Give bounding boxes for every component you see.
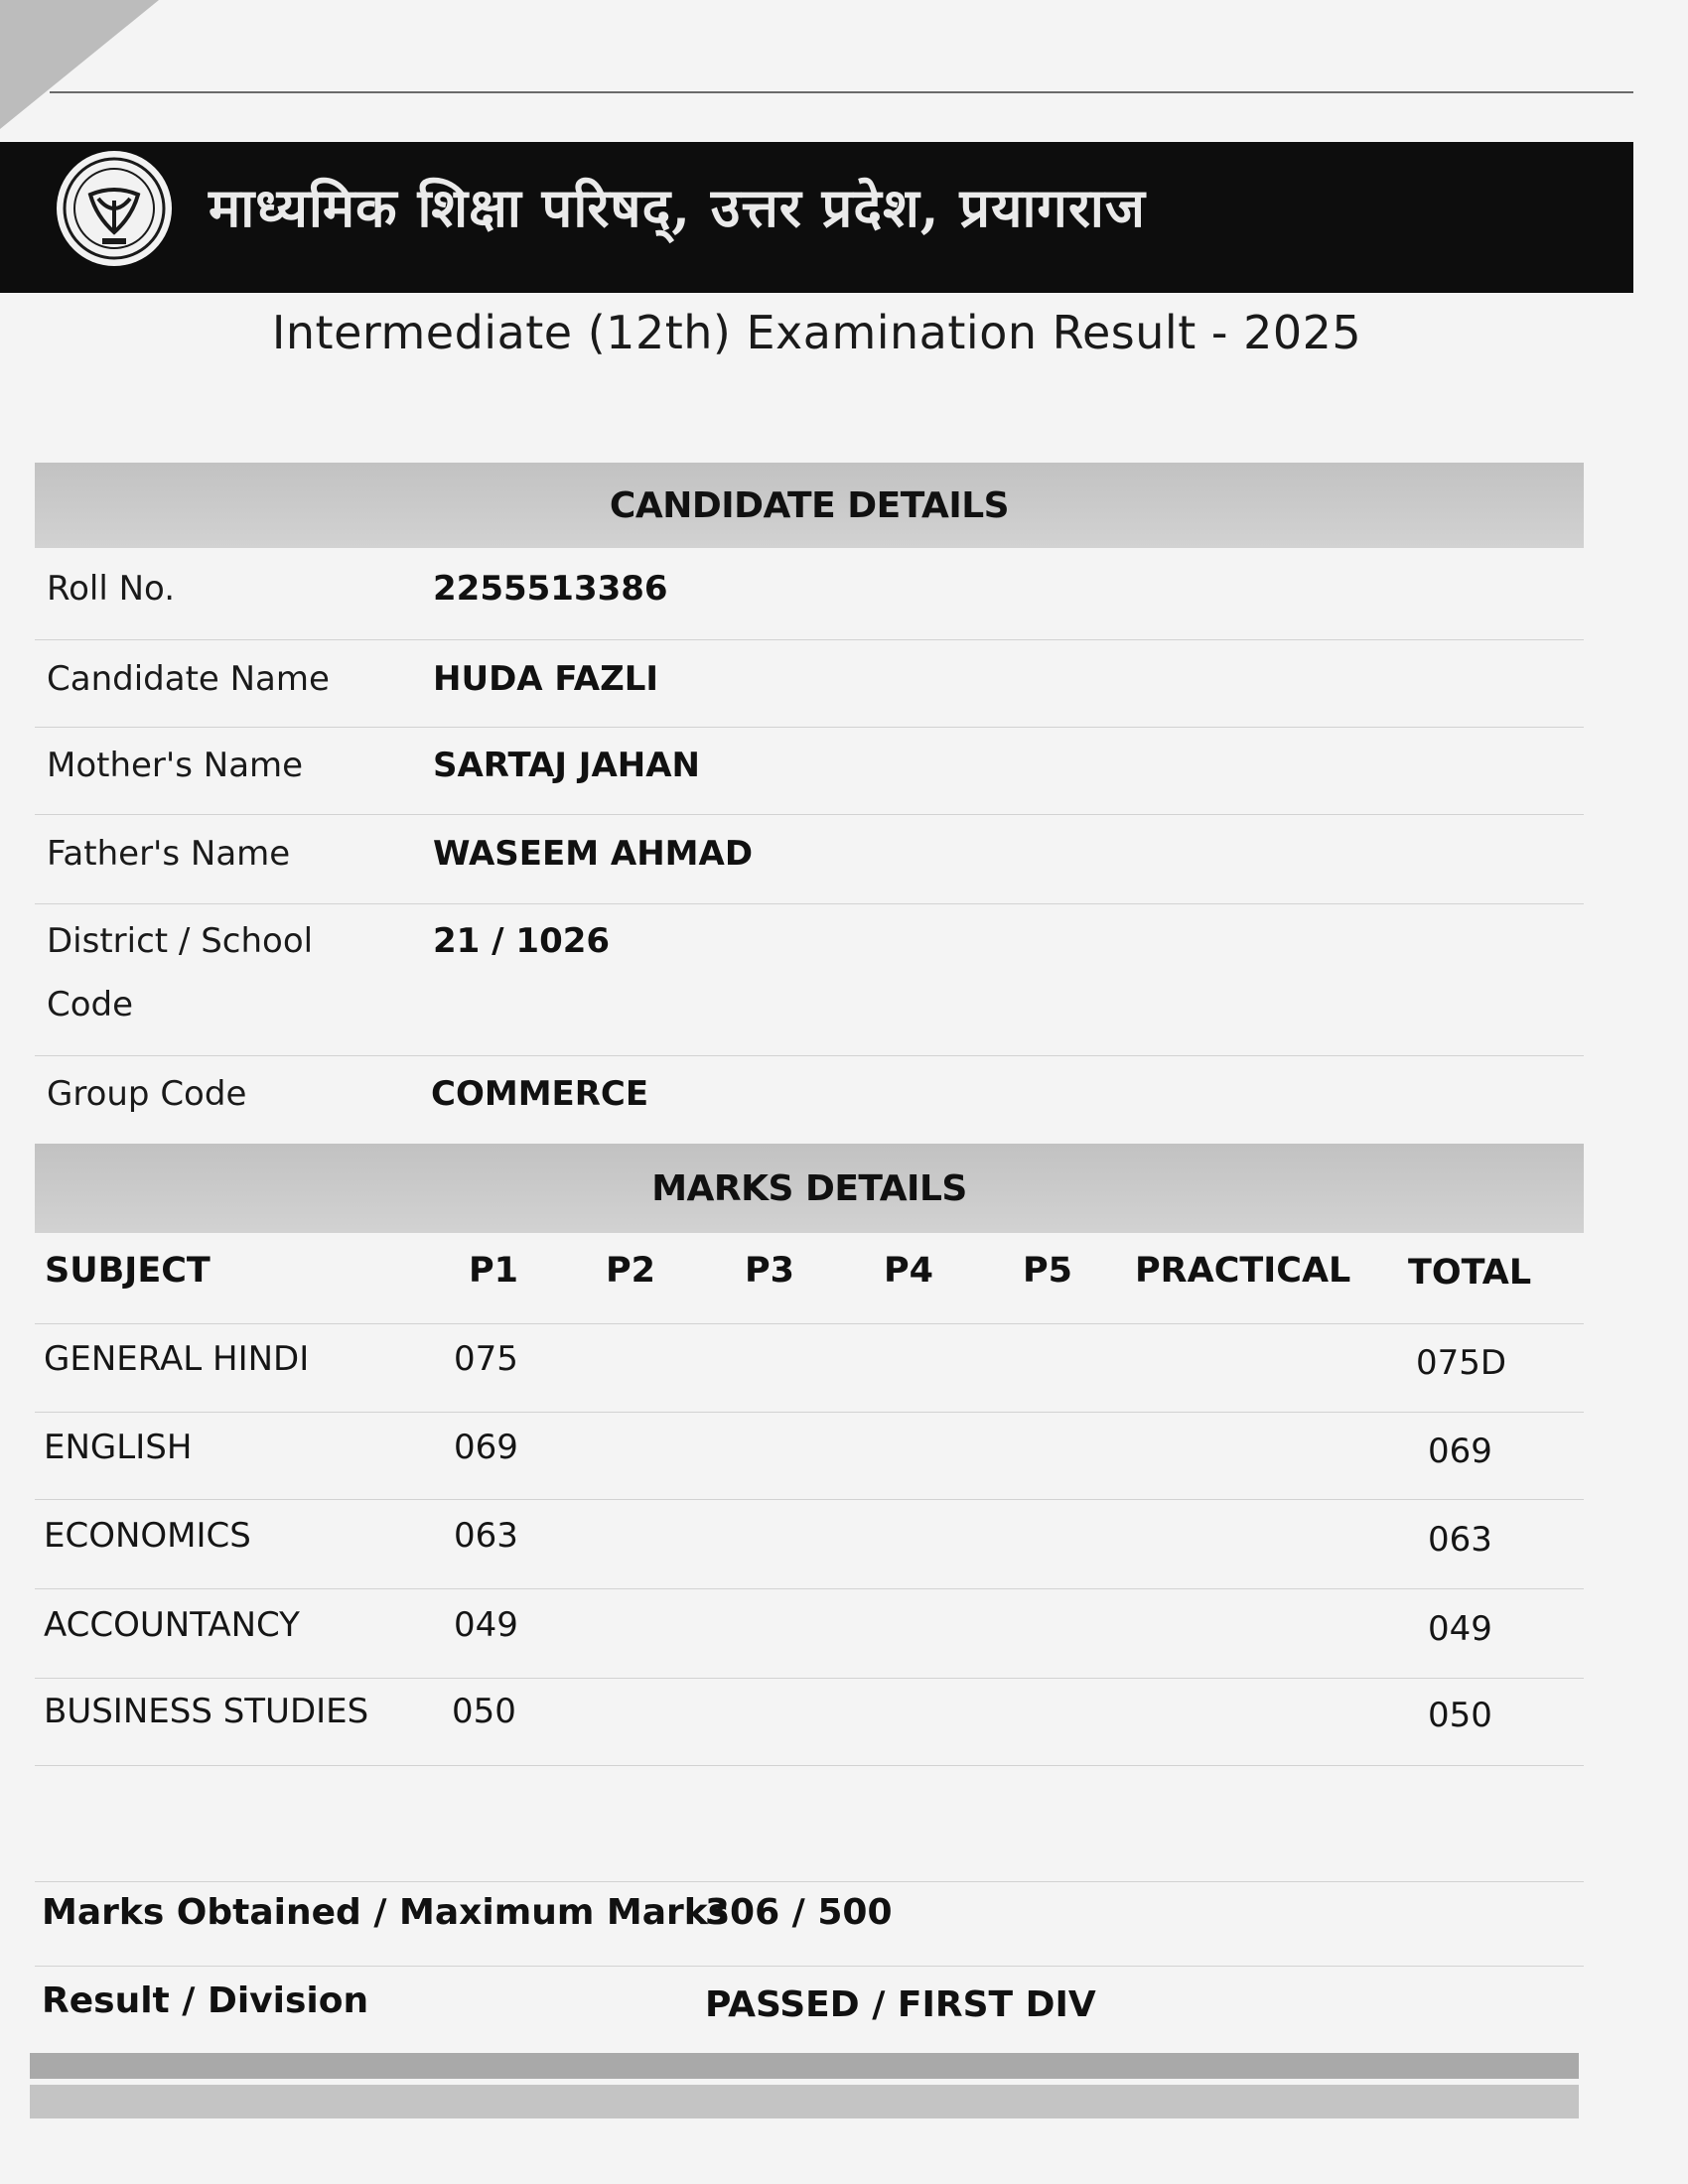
table-row-p1: 049 bbox=[454, 1605, 518, 1645]
row-divider bbox=[35, 1499, 1584, 1500]
table-row-subject: ACCOUNTANCY bbox=[44, 1605, 300, 1645]
mothers-name-label: Mother's Name bbox=[47, 746, 304, 785]
row-divider bbox=[35, 1678, 1584, 1679]
marks-obtained-value: 306 / 500 bbox=[705, 1892, 893, 1933]
row-divider bbox=[35, 1966, 1584, 1967]
row-divider bbox=[35, 727, 1584, 728]
row-divider bbox=[35, 1412, 1584, 1413]
row-divider bbox=[35, 639, 1584, 640]
roll-no-value: 2255513386 bbox=[433, 569, 668, 609]
col-subject: SUBJECT bbox=[45, 1251, 211, 1291]
table-row-subject: BUSINESS STUDIES bbox=[44, 1692, 369, 1731]
board-seal-icon bbox=[53, 147, 176, 270]
district-school-code-label-line1: District / School bbox=[47, 921, 314, 961]
table-row-total: 075D bbox=[1416, 1343, 1507, 1383]
group-code-label: Group Code bbox=[47, 1074, 247, 1114]
candidate-name-value: HUDA FAZLI bbox=[433, 659, 659, 699]
roll-no-label: Roll No. bbox=[47, 569, 176, 609]
row-divider bbox=[35, 814, 1584, 815]
marks-obtained-label: Marks Obtained / Maximum Marks bbox=[42, 1892, 730, 1933]
table-row-p1: 075 bbox=[454, 1339, 518, 1379]
row-divider bbox=[35, 1765, 1584, 1766]
district-school-code-value: 21 / 1026 bbox=[433, 921, 611, 961]
col-p5: P5 bbox=[1023, 1251, 1073, 1291]
table-row-total: 063 bbox=[1428, 1520, 1492, 1560]
row-divider bbox=[35, 1881, 1584, 1882]
col-p1: P1 bbox=[469, 1251, 519, 1291]
table-row-p1: 050 bbox=[452, 1692, 516, 1731]
table-row-subject: GENERAL HINDI bbox=[44, 1339, 310, 1379]
result-division-value: PASSED / FIRST DIV bbox=[705, 1984, 1096, 2025]
folded-corner bbox=[0, 0, 159, 129]
col-p3: P3 bbox=[745, 1251, 795, 1291]
col-total: TOTAL bbox=[1408, 1253, 1532, 1293]
col-p4: P4 bbox=[884, 1251, 934, 1291]
exam-title: Intermediate (12th) Examination Result - 2025 bbox=[271, 306, 1362, 359]
row-divider bbox=[35, 903, 1584, 904]
district-school-code-label-line2: Code bbox=[47, 985, 134, 1024]
table-row-subject: ENGLISH bbox=[44, 1428, 193, 1467]
fathers-name-value: WASEEM AHMAD bbox=[433, 834, 754, 874]
table-row-p1: 063 bbox=[454, 1516, 518, 1556]
group-code-value: COMMERCE bbox=[431, 1074, 649, 1114]
table-row-total: 049 bbox=[1428, 1609, 1492, 1649]
fathers-name-label: Father's Name bbox=[47, 834, 291, 874]
top-rule bbox=[50, 91, 1633, 93]
candidate-details-header: CANDIDATE DETAILS bbox=[35, 463, 1584, 548]
result-division-label: Result / Division bbox=[42, 1980, 369, 2021]
mothers-name-value: SARTAJ JAHAN bbox=[433, 746, 700, 785]
candidate-name-label: Candidate Name bbox=[47, 659, 330, 699]
row-divider bbox=[35, 1055, 1584, 1056]
board-name: माध्यमिक शिक्षा परिषद्, उत्तर प्रदेश, प्रयागराज bbox=[209, 176, 1146, 239]
col-p2: P2 bbox=[606, 1251, 656, 1291]
col-practical: PRACTICAL bbox=[1135, 1251, 1351, 1291]
row-divider bbox=[35, 1588, 1584, 1589]
table-row-subject: ECONOMICS bbox=[44, 1516, 251, 1556]
footer-band bbox=[30, 2085, 1579, 2118]
table-row-total: 050 bbox=[1428, 1696, 1492, 1735]
table-row-p1: 069 bbox=[454, 1428, 518, 1467]
marks-details-header: MARKS DETAILS bbox=[35, 1144, 1584, 1233]
row-divider bbox=[35, 1323, 1584, 1324]
footer-band bbox=[30, 2053, 1579, 2079]
table-row-total: 069 bbox=[1428, 1432, 1492, 1471]
